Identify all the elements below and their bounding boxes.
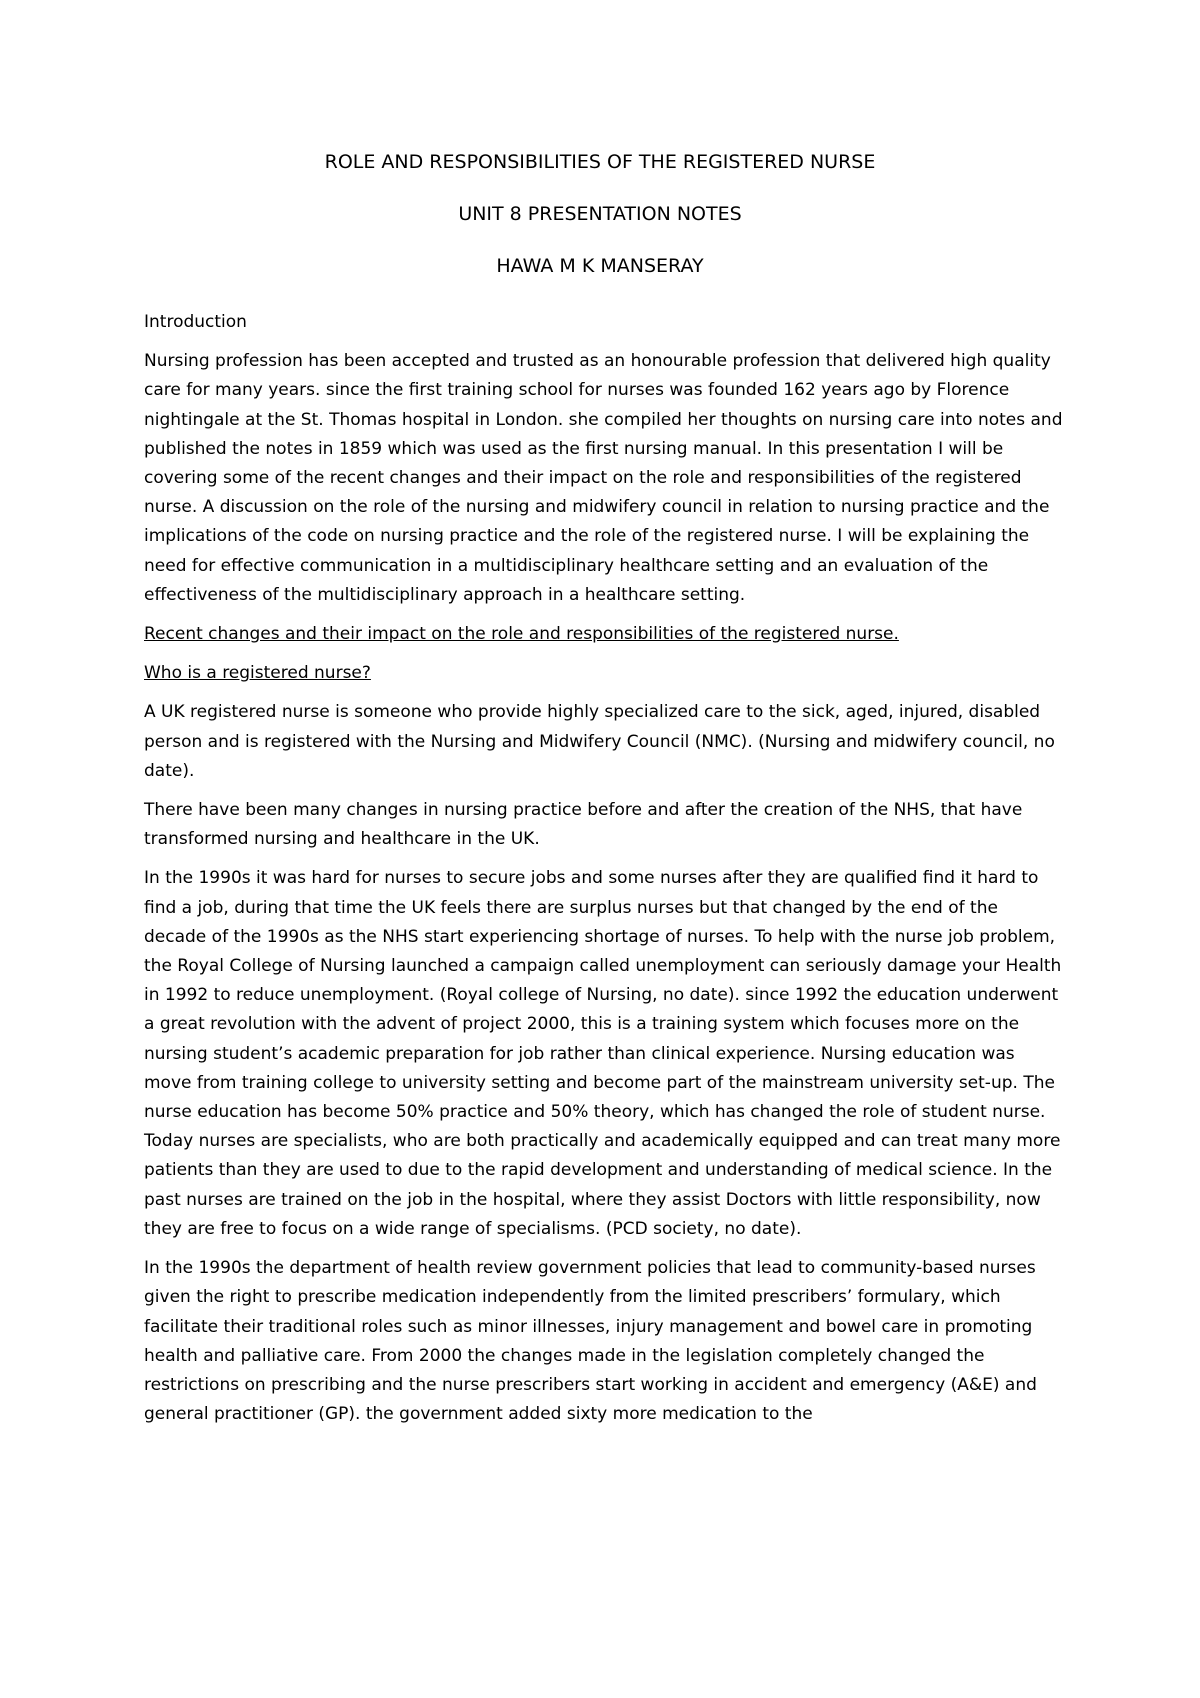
section-heading-introduction: Introduction (144, 312, 247, 332)
document-body (144, 308, 1064, 1439)
paragraph-1990s-education: In the 1990s it was hard for nurses to secure jobs and some nurses after they are qualified find it hard to find a job, during that time the UK feels there are surplus nurses but that changed by the end of the decade of the 1990s as the NHS start experiencing shortage of nurses. To help with the nurse job problem, the Royal College of Nursing launched a campaign called unemployment can seriously damage your Health in 1992 to reduce unemployment. (Royal college of Nursing, no date). since 1992 the education underwent a great revolution with the advent of project 2000, this is a training system which focuses more on the nursing student’s academic preparation for job rather than clinical experience. Nursing education was move from training college to university setting and become part of the mainstream university set-up. The nurse education has become 50% practice and 50% theory, which has changed the role of student nurse. Today nurses are specialists, who are both practically and academically equipped and can treat many more patients than they are used to due to the rapid development and understanding of medical science. In the past nurses are trained on the job in the hospital, where they assist Doctors with little responsibility, now they are free to focus on a wide range of specialisms. (PCD society, no date). (144, 868, 1062, 1239)
document-author: HAWA M K MANSERAY (496, 255, 704, 277)
paragraph-nhs-changes: There have been many changes in nursing practice before and after the creation of the NHS, that have transformed nursing and healthcare in the UK. (144, 800, 1023, 850)
document-subtitle: UNIT 8 PRESENTATION NOTES (458, 203, 742, 225)
section-heading-recent-changes: Recent changes and their impact on the role and responsibilities of the registered nurse. (144, 624, 899, 645)
paragraph-registered-nurse-definition: A UK registered nurse is someone who provide highly specialized care to the sick, aged, injured, disabled person and is registered with the Nursing and Midwifery Council (NMC). (Nursing and midwifery council, no date). (144, 702, 1055, 781)
document-title: ROLE AND RESPONSIBILITIES OF THE REGISTERED NURSE (324, 151, 876, 173)
paragraph-prescribing: In the 1990s the department of health review government policies that lead to community-based nurses given the right to prescribe medication independently from the limited prescribers’ formulary, which facilitate their traditional roles such as minor illnesses, injury management and bowel care in promoting health and palliative care. From 2000 the changes made in the legislation completely changed the restrictions on prescribing and the nurse prescribers start working in accident and emergency (A&E) and general practitioner (GP). the government added sixty more medication to the (144, 1258, 1037, 1425)
title-block (144, 148, 1056, 304)
paragraph-introduction: Nursing profession has been accepted and trusted as an honourable profession that delivered high quality care for many years. since the first training school for nurses was founded 162 years ago by Florence nightingale at the St. Thomas hospital in London. she compiled her thoughts on nursing care into notes and published the notes in 1859 which was used as the first nursing manual. In this presentation I will be covering some of the recent changes and their impact on the role and responsibilities of the registered nurse. A discussion on the role of the nursing and midwifery council in relation to nursing practice and the implications of the code on nursing practice and the role of the registered nurse. I will be explaining the need for effective communication in a multidisciplinary healthcare setting and an evaluation of the effectiveness of the multidisciplinary approach in a healthcare setting. (144, 351, 1063, 605)
section-heading-who-is-registered-nurse: Who is a registered nurse? (144, 663, 371, 684)
